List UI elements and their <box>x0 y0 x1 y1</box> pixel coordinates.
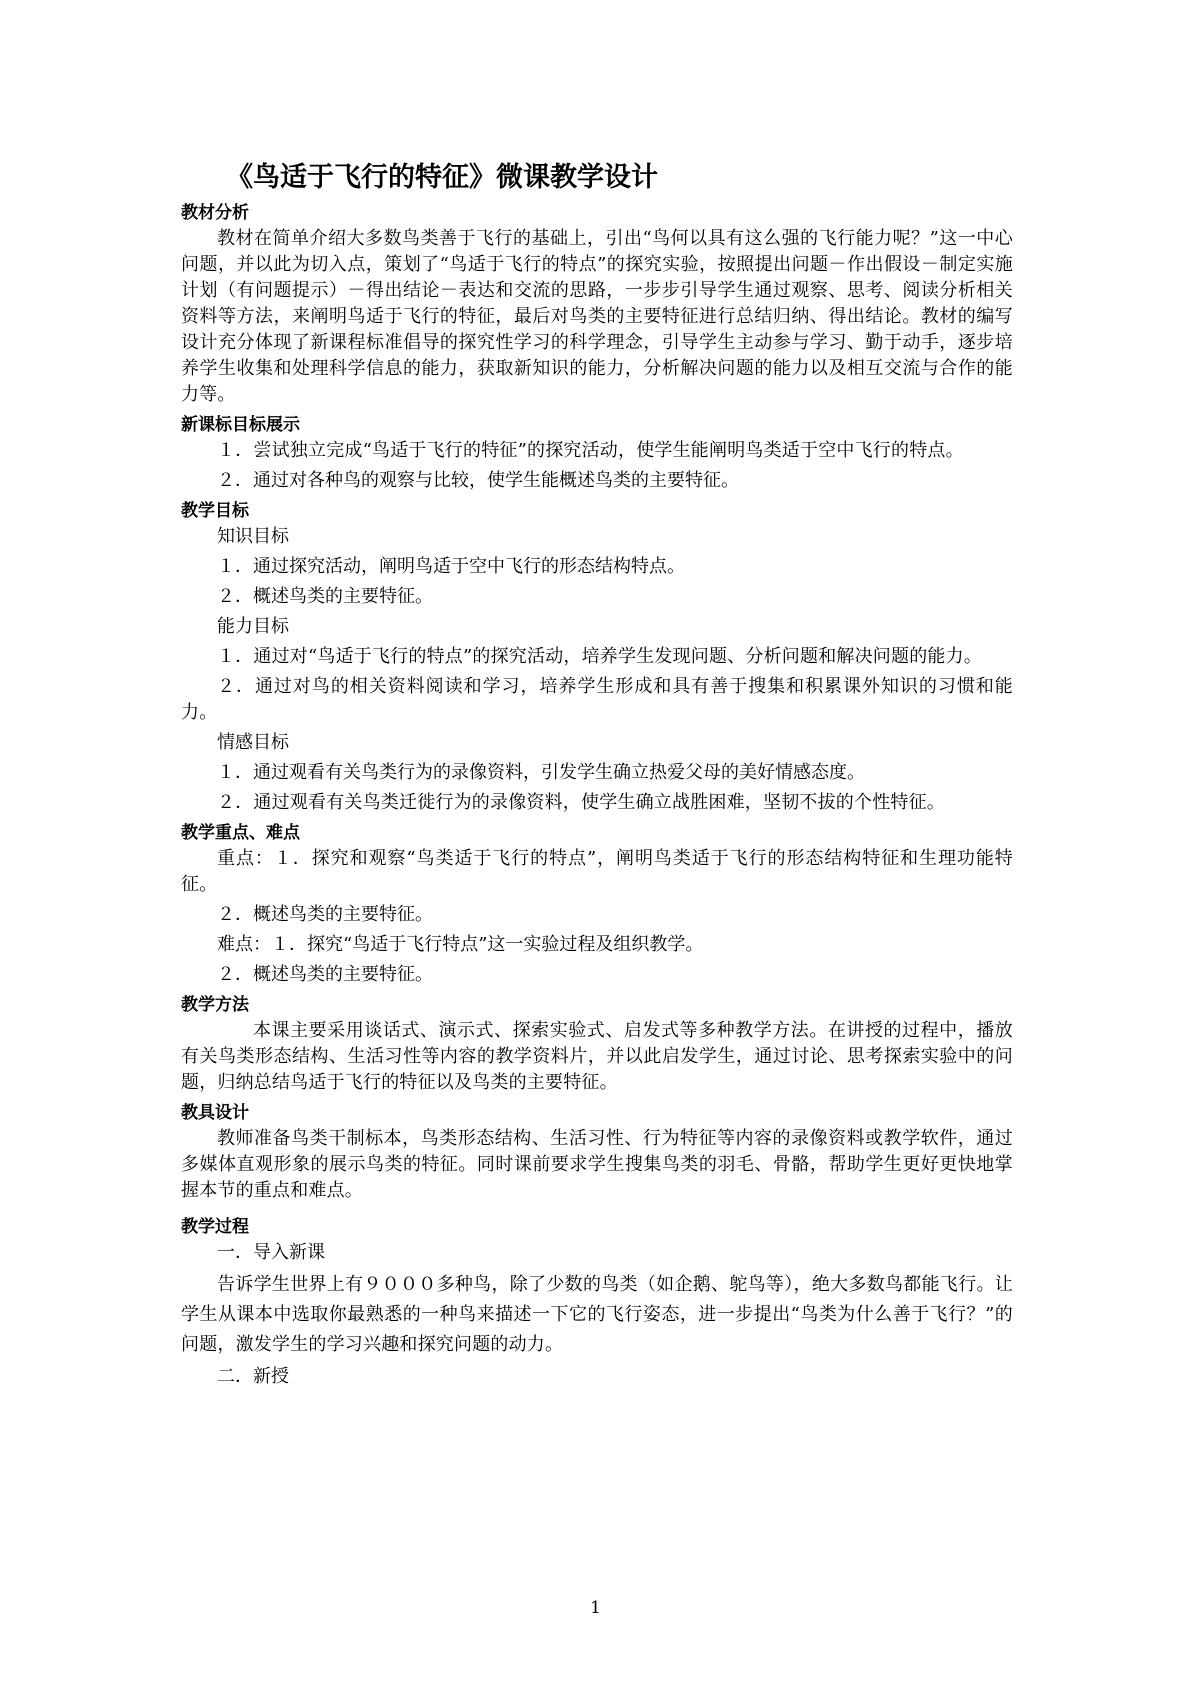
ability-goal-item-2: ２．通过对鸟的相关资料阅读和学习，培养学生形成和具有善于搜集和积累课外知识的习惯和能力。 <box>181 676 1013 723</box>
section-heading-tools: 教具设计 <box>181 1103 249 1123</box>
difficulty-item-2: ２．概述鸟类的主要特征。 <box>217 964 433 985</box>
knowledge-goal-item-1: １．通过探究活动，阐明鸟适于空中飞行的形态结构特点。 <box>217 556 685 577</box>
methods-paragraph: 本课主要采用谈话式、演示式、探索实验式、启发式等多种教学方法。在讲授的过程中，播放有关鸟类形态结构、生活习性等内容的教学资料片，并以此启发学生，通过讨论、思考探索实验中的问题，归纳总结鸟适于飞行的特征以及鸟类的主要特征。 <box>181 1020 1013 1093</box>
keypoint-item-1: 重点：１．探究和观察“鸟类适于飞行的特点”，阐明鸟类适于飞行的形态结构特征和生理功能特征。 <box>181 848 1013 895</box>
tools-paragraph: 教师准备鸟类干制标本，鸟类形态结构、生活习性、行为特征等内容的录像资料或教学软件，通过多媒体直观形象的展示鸟类的特征。同时课前要求学生搜集鸟类的羽毛、骨骼，帮助学生更好更快地掌握本节的重点和难点。 <box>181 1128 1013 1201</box>
knowledge-goal-item-2: ２．概述鸟类的主要特征。 <box>217 586 433 607</box>
emotion-goal-item-1: １．通过观看有关鸟类行为的录像资料，引发学生确立热爱父母的美好情感态度。 <box>217 762 865 783</box>
difficulty-item-1: 难点：１．探究“鸟适于飞行特点”这一实验过程及组织教学。 <box>217 934 704 955</box>
keypoint-item-2: ２．概述鸟类的主要特征。 <box>217 904 433 925</box>
document-title: 《鸟适于飞行的特征》微课教学设计 <box>226 162 658 193</box>
process-step-1-paragraph: 告诉学生世界上有９０００多种鸟，除了少数的鸟类（如企鹅、鸵鸟等），绝大多数鸟都能飞行。让学生从课本中选取你最熟悉的一种鸟来描述一下它的飞行姿态，进一步提出“鸟类为什么善于飞行？”的问题，激发学生的学习兴趣和探究问题的动力。 <box>181 1274 1013 1355</box>
knowledge-goal-label: 知识目标 <box>217 526 289 547</box>
section-heading-keypoints: 教学重点、难点 <box>181 823 300 843</box>
process-step-2-label: 二．新授 <box>217 1366 289 1387</box>
section-heading-analysis: 教材分析 <box>181 203 249 223</box>
ability-goal-label: 能力目标 <box>217 616 289 637</box>
section-heading-standards: 新课标目标展示 <box>181 415 300 435</box>
section-heading-process: 教学过程 <box>181 1217 249 1237</box>
document-body <box>181 158 1013 1394</box>
standards-item-2: ２．通过对各种鸟的观察与比较，使学生能概述鸟类的主要特征。 <box>217 470 739 491</box>
section-heading-methods: 教学方法 <box>181 995 249 1015</box>
ability-goal-item-1: １．通过对“鸟适于飞行的特点”的探究活动，培养学生发现问题、分析问题和解决问题的能力。 <box>217 646 982 667</box>
emotion-goal-label: 情感目标 <box>217 732 289 753</box>
page-number: 1 <box>590 1598 601 1618</box>
analysis-paragraph: 教材在简单介绍大多数鸟类善于飞行的基础上，引出“鸟何以具有这么强的飞行能力呢？”这一中心问题，并以此为切入点，策划了“鸟适于飞行的特点”的探究实验，按照提出问题－作出假设－制定实施计划（有问题提示）－得出结论－表达和交流的思路，一步步引导学生通过观察、思考、阅读分析相关资料等方法，来阐明鸟适于飞行的特征，最后对鸟类的主要特征进行总结归纳、得出结论。教材的编写设计充分体现了新课程标准倡导的探究性学习的科学理念，引导学生主动参与学习、勤于动手，逐步培养学生收集和处理科学信息的能力，获取新知识的能力，分析解决问题的能力以及相互交流与合作的能力等。 <box>181 228 1013 405</box>
process-step-1-label: 一．导入新课 <box>217 1242 325 1263</box>
section-heading-goals: 教学目标 <box>181 501 249 521</box>
standards-item-1: １．尝试独立完成“鸟适于飞行的特征”的探究活动，使学生能阐明鸟类适于空中飞行的特点。 <box>217 440 964 461</box>
emotion-goal-item-2: ２．通过观看有关鸟类迁徙行为的录像资料，使学生确立战胜困难，坚韧不拔的个性特征。 <box>217 792 945 813</box>
